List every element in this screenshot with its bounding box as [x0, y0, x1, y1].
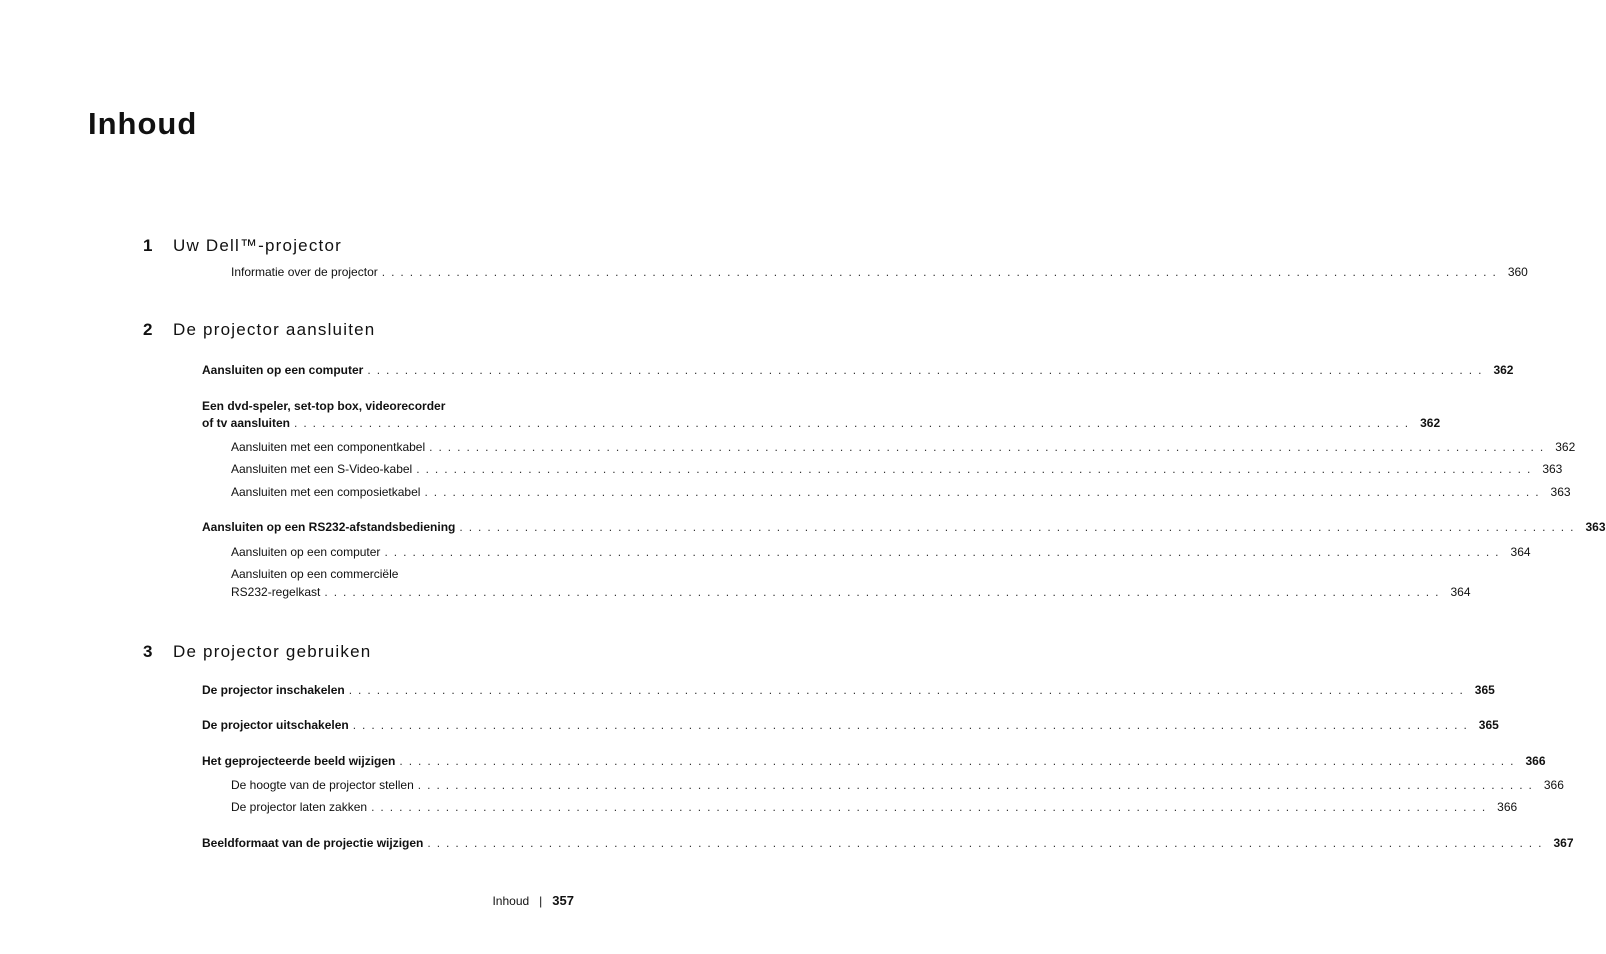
footer-separator: |	[539, 894, 543, 908]
toc-entry-label: Aansluiten op een computer	[202, 363, 364, 377]
toc-entry[interactable]	[231, 440, 1576, 455]
toc-entry[interactable]	[202, 520, 1606, 535]
page-title: Inhoud	[88, 106, 198, 141]
chapter-number: 2	[143, 320, 153, 339]
page-footer	[492, 893, 574, 908]
toc-entry[interactable]	[231, 800, 1518, 815]
toc-entry-page: 365	[1478, 718, 1499, 732]
leader-dots: ........................................................................................................................	[381, 265, 1502, 279]
chapter-number: 1	[143, 236, 153, 255]
footer-section: Inhoud	[492, 894, 530, 908]
toc-entry[interactable]	[202, 836, 1574, 851]
leader-dots: ........................................................................................................................	[371, 800, 1492, 814]
toc-entry-page: 363	[1585, 520, 1606, 534]
leader-dots: ........................................................................................................................	[424, 485, 1545, 499]
toc-entry-label: RS232-regelkast	[231, 585, 321, 599]
chapter-title[interactable]: Uw Dell™-projector	[173, 236, 342, 255]
toc-entry[interactable]	[231, 778, 1564, 793]
toc-entry[interactable]	[202, 363, 1514, 378]
toc-entry-label: De projector uitschakelen	[202, 718, 349, 732]
chapter-title[interactable]: De projector aansluiten	[173, 320, 376, 339]
chapter-number: 3	[143, 642, 153, 661]
toc-entry-label: Aansluiten met een componentkabel	[231, 440, 426, 454]
toc-entry[interactable]	[202, 416, 1441, 431]
toc-entry[interactable]	[202, 718, 1499, 733]
toc-entry-label-line1[interactable]: Een dvd-speler, set-top box, videorecorder	[202, 399, 446, 413]
leader-dots: ........................................................................................................................	[367, 363, 1488, 377]
toc-entry-label: Informatie over de projector	[231, 265, 378, 279]
leader-dots: ........................................................................................................................	[399, 754, 1520, 768]
toc-entry-page: 367	[1553, 836, 1574, 850]
toc-entry-label: De hoogte van de projector stellen	[231, 778, 414, 792]
leader-dots: ........................................................................................................................	[417, 778, 1538, 792]
toc-entry[interactable]	[231, 545, 1531, 560]
leader-dots: ........................................................................................................................	[352, 718, 1473, 732]
toc-entry-label: Beeldformaat van de projectie wijzigen	[202, 836, 424, 850]
toc-entry[interactable]	[231, 585, 1471, 600]
toc-entry-label: De projector inschakelen	[202, 683, 345, 697]
leader-dots: ........................................................................................................................	[429, 440, 1550, 454]
toc-entry-page: 366	[1525, 754, 1546, 768]
toc-entry-page: 366	[1543, 778, 1564, 792]
leader-dots: ........................................................................................................................	[348, 683, 1469, 697]
toc-entry-label: Het geprojecteerde beeld wijzigen	[202, 754, 396, 768]
leader-dots: ........................................................................................................................	[427, 836, 1548, 850]
toc-entry-page: 364	[1450, 585, 1471, 599]
toc-entry-label: Aansluiten op een RS232-afstandsbediening	[202, 520, 456, 534]
toc-entry-page: 363	[1550, 485, 1571, 499]
toc-entry-label: Aansluiten met een composietkabel	[231, 485, 421, 499]
toc-entry[interactable]	[231, 485, 1571, 500]
toc-entry-label: De projector laten zakken	[231, 800, 368, 814]
leader-dots: ........................................................................................................................	[459, 520, 1580, 534]
toc-entry-page: 365	[1474, 683, 1495, 697]
chapter-title[interactable]: De projector gebruiken	[173, 642, 372, 661]
toc-entry-page: 362	[1555, 440, 1576, 454]
leader-dots: ........................................................................................................................	[294, 416, 1415, 430]
toc-entry-label: Aansluiten op een computer	[231, 545, 381, 559]
toc-entry[interactable]	[231, 265, 1528, 280]
toc-entry-page: 366	[1497, 800, 1518, 814]
toc-entry-label-line1[interactable]: Aansluiten op een commerciële	[231, 567, 399, 581]
toc-entry-page: 364	[1510, 545, 1531, 559]
toc-entry-page: 362	[1420, 416, 1441, 430]
toc-entry[interactable]	[202, 754, 1546, 769]
leader-dots: ........................................................................................................................	[416, 462, 1537, 476]
leader-dots: ........................................................................................................................	[324, 585, 1445, 599]
toc-entry-page: 362	[1493, 363, 1514, 377]
toc-entry-page: 360	[1507, 265, 1528, 279]
toc-entry-label: of tv aansluiten	[202, 416, 291, 430]
page-number: 357	[552, 893, 574, 908]
toc-entry-page: 363	[1542, 462, 1563, 476]
leader-dots: ........................................................................................................................	[384, 545, 1505, 559]
toc-entry[interactable]	[231, 462, 1563, 477]
toc-entry-label: Aansluiten met een S-Video-kabel	[231, 462, 413, 476]
toc-entry[interactable]	[202, 683, 1495, 698]
